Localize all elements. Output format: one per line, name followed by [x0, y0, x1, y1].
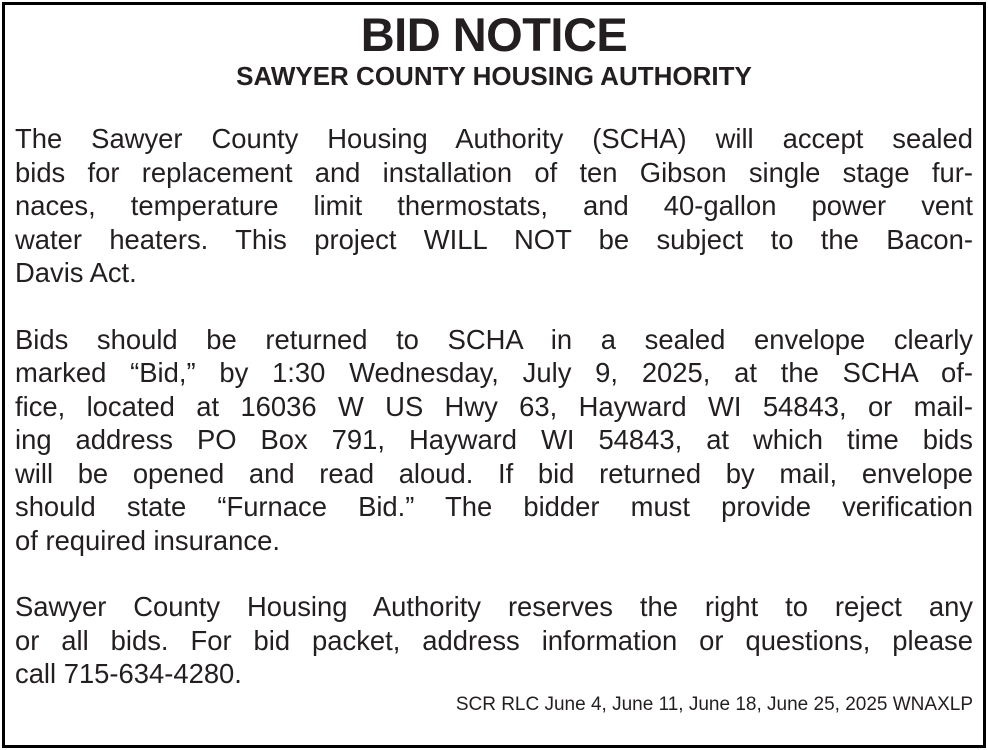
- notice-title: BID NOTICE: [360, 8, 628, 61]
- paragraph-line: naces, temperature limit thermostats, and 40-gallon power vent: [15, 190, 973, 221]
- paragraph-line: will be opened and read aloud. If bid returned by mail, envelope: [15, 457, 973, 489]
- bid-notice: [2, 2, 986, 748]
- paragraph-line: or all bids. For bid packet, address information or questions, please: [15, 624, 973, 656]
- paragraph-line: marked “Bid,” by 1:30 Wednesday, July 9, 2025, at the SCHA of-: [15, 357, 973, 388]
- notice-body: [5, 122, 983, 691]
- notice-subtitle: SAWYER COUNTY HOUSING AUTHORITY: [236, 61, 752, 91]
- paragraph-line: of required insurance.: [15, 524, 280, 556]
- publication-footer: SCR RLC June 4, June 11, June 18, June 25, 2025 WNAXLP: [455, 693, 973, 715]
- paragraph-line: The Sawyer County Housing Authority (SCHA) will accept sealed: [15, 123, 973, 154]
- paragraph-line: Davis Act.: [15, 257, 137, 288]
- paragraph-line: bids for replacement and installation of ten Gibson single stage fur-: [15, 156, 973, 188]
- paragraph-line: call 715-634-4280.: [15, 658, 242, 689]
- paragraph-line: fice, located at 16036 W US Hwy 63, Hayward WI 54843, or mail-: [15, 390, 973, 422]
- paragraph-bid-scope: [15, 122, 973, 290]
- paragraph-line: Sawyer County Housing Authority reserves the right to reject any: [15, 591, 973, 622]
- paragraph-line: ing address PO Box 791, Hayward WI 54843, at which time bids: [15, 424, 973, 455]
- paragraph-rights-contact: [15, 590, 973, 691]
- paragraph-bid-submission: [15, 323, 973, 558]
- paragraph-line: Bids should be returned to SCHA in a sealed envelope clearly: [15, 323, 973, 355]
- paragraph-line: water heaters. This project WILL NOT be subject to the Bacon-: [15, 223, 973, 255]
- paragraph-line: should state “Furnace Bid.” The bidder must provide verification: [15, 491, 973, 522]
